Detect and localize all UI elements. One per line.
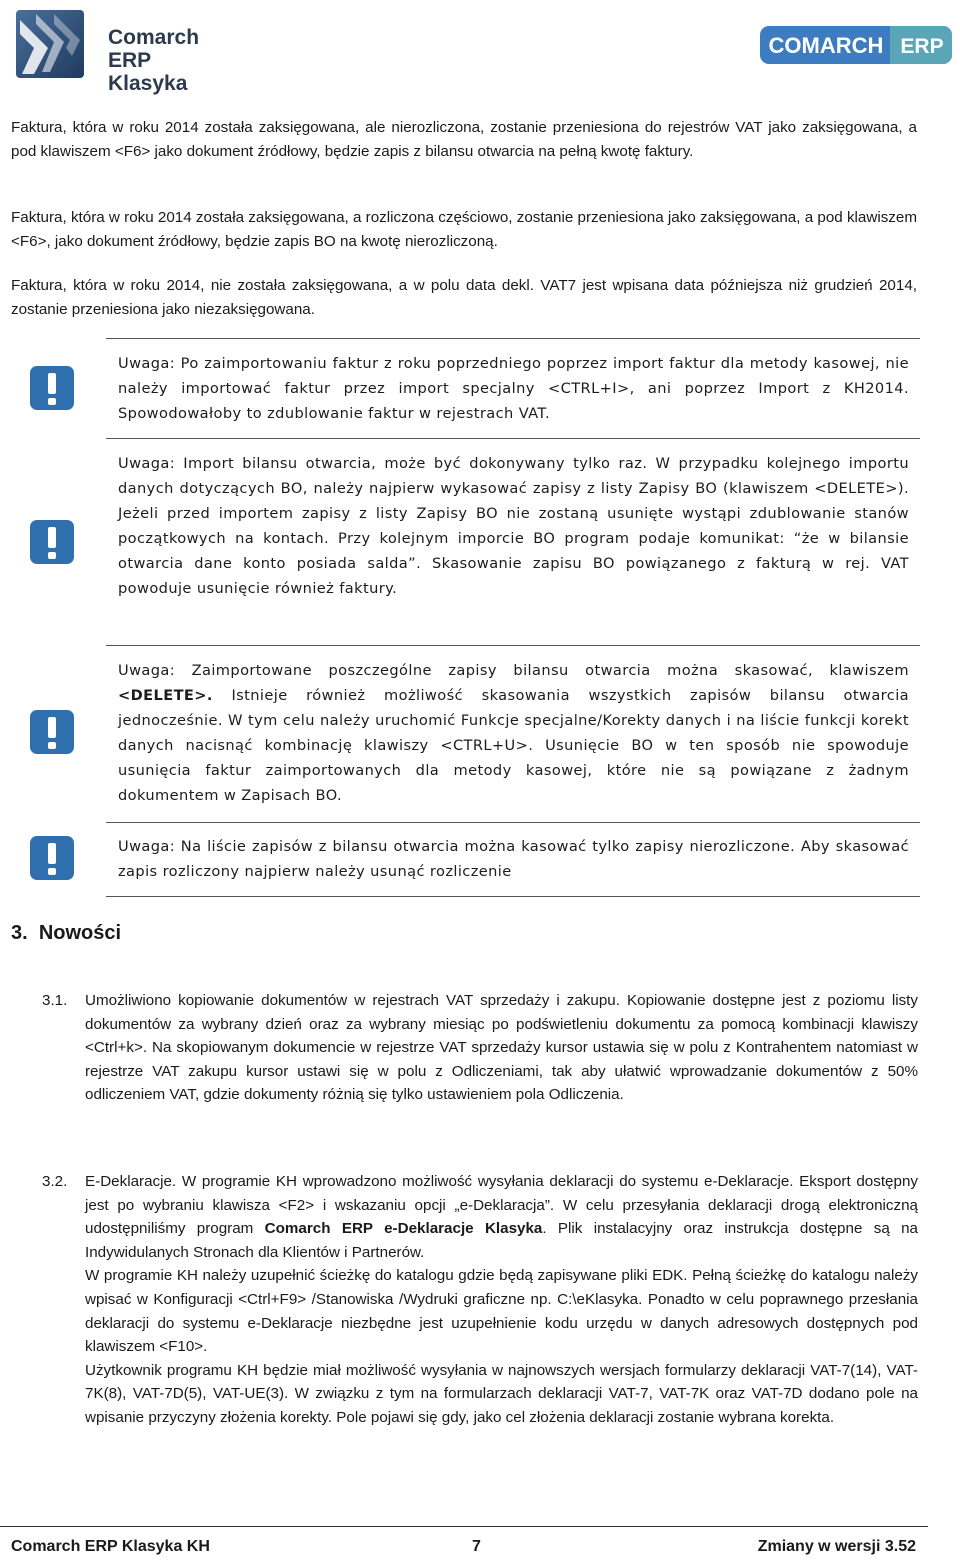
section-title: Nowości [38,922,122,944]
exclamation-icon [28,518,76,566]
note-label: Uwaga: [118,355,176,372]
note-label: Uwaga: [118,455,176,472]
note-delete-key: <DELETE>. [118,687,213,704]
item-paragraph: Użytkownik programu KH będzie miał możliwość wysyłania w najnowszych wersjach formularzy deklaracji VAT-7(14), VAT-7K(8), VAT-7D(5), VAT-UE(3). W związku z tym na formularzach deklaracji VAT-7, VAT-7K oraz VAT-7D dodano pole na wpisanie przyczyny złożenia korekty. Pole pojawi się gdy, jako cel złożenia deklaracji zostanie wybrana korekta. [85,1361,918,1426]
note-body-after: Istnieje również możliwość skasowania wszystkich zapisów bilansu otwarcia jednocześnie. W tym celu należy uruchomić Funkcje specjalne/Korekty danych i na liście funkcji korekt danych nacisnąć kombinację klawiszy <CTRL+U>. Usunięcie BO w ten sposób nie spowoduje usunięcia faktur zaimportowanych dla metody kasowej, które nie są powiązane z żadnym dokumentem w Zapisach BO. [118,687,909,804]
note-body: Import bilansu otwarcia, może być dokonywany tylko raz. W przypadku kolejnego importu danych dotyczących BO, należy najpierw wykasować zapisy z listy Zapisy BO (klawiszem <DELETE>). Jeżeli przed importem zapisy z listy Zapisy BO nie zostaną usunięte wystąpi zdublowanie stanów początkowych na kontach. Przy kolejnym imporcie BO program podaje komunikat: “że w bilansie otwarcia dane konto posiada salda”. Skasowanie zapisu BO powiązanego z fakturą w rej. VAT powoduje usunięcie również faktury. [118,455,909,597]
section-number: 3. [11,922,28,944]
intro-paragraph-1: Faktura, która w roku 2014 została zaksięgowana, ale nierozliczona, zostanie przeniesiona do rejestrów VAT jako zaksięgowana, a pod klawiszem <F6> jako dokument źródłowy, będzie zapis z bilansu otwarcia na pełną kwotę faktury. [11,119,917,160]
footer-divider [0,1526,928,1527]
note-label: Uwaga: [118,662,176,679]
logo-wordmark [108,26,246,95]
footer-product: Comarch ERP Klasyka KH [11,1538,210,1555]
note-body: Na liście zapisów z bilansu otwarcia można kasować tylko zapisy nierozliczone. Aby skasować zapis rozliczony najpierw należy usunąć rozliczenie [118,838,909,880]
badge-comarch-text: COMARCH [768,33,884,58]
note-2-text [118,451,909,601]
note-divider [106,338,920,339]
note-label: Uwaga: [118,838,176,855]
note-4-text [118,834,909,884]
note-divider [106,896,920,897]
intro-paragraph-3: Faktura, która w roku 2014, nie została zaksięgowana, a w polu data dekl. VAT7 jest wpisana data późniejsza niż grudzień 2014, zostanie przeniesiona jako niezaksięgowana. [11,277,917,318]
item-body [85,989,918,1107]
note-1-text [118,351,909,426]
product-name: Comarch ERP e-Deklaracje Klasyka [264,1220,543,1238]
logo-line-1: Comarch ERP [108,26,200,72]
note-body-before: Zaimportowane poszczególne zapisy bilansu otwarcia można skasować, klawiszem [175,662,909,679]
item-text: E-Deklaracje. W programie KH wprowadzono możliwość wysyłania deklaracji do systemu e-Deklaracje. Eksport dostępny jest po wybraniu klawisza <F2> i wskazaniu opcji „e-Deklaracja”. W celu przesyłania deklaracji drogą elektroniczną udostępniliśmy program [85,1173,918,1238]
item-number: 3.2. [42,1173,68,1190]
item-number: 3.1. [42,992,68,1009]
note-divider [106,822,920,823]
note-divider [106,438,920,439]
logo-line-2: Klasyka [108,72,188,95]
badge-erp-text: ERP [900,35,944,58]
footer-version: Zmiany w wersji 3.52 [757,1538,916,1555]
item-body [85,1170,918,1430]
comarch-logo-mark-icon [14,8,86,80]
note-3-text [118,658,909,808]
exclamation-icon [28,708,76,756]
note-divider [106,645,920,646]
intro-paragraph-2: Faktura, która w roku 2014 została zaksięgowana, a rozliczona częściowo, zostanie przeniesiona jako zaksięgowana, a pod klawiszem <F6>, jako dokument źródłowy, będzie zapis BO na kwotę nierozliczoną. [11,209,917,250]
item-paragraph [85,1170,918,1264]
exclamation-icon [28,364,76,412]
section-heading [11,922,121,945]
note-body: Po zaimportowaniu faktur z roku poprzedniego poprzez import faktur dla metody kasowej, nie należy importować faktur przez import specjalny <CTRL+I>, ani poprzez Import z KH2014. Spowodowałoby to zdublowanie faktur w rejestrach VAT. [118,355,909,422]
item-text: . Plik instalacyjny oraz instrukcja dostępne są na Indywidulanych Stronach dla Klientów i Partnerów. [85,1220,918,1261]
footer-page-number: 7 [472,1538,481,1555]
comarch-erp-badge [760,26,952,64]
comarch-erp-klasyka-logo [14,8,246,95]
item-paragraph: W programie KH należy uzupełnić ścieżkę do katalogu gdzie będą zapisywane pliki EDK. Pełną ścieżkę do katalogu należy wpisać w Konfiguracji <Ctrl+F9> /Stanowiska /Wydruki graficzne np. C:\eKlasyka. Ponadto w celu poprawnego przesłania deklaracji do systemu e-Deklaracje niezbędne jest uzupełnienie kodu urzędu w danych adresowych dostępnych pod klawiszem <F10>. [85,1267,918,1356]
exclamation-icon [28,834,76,882]
item-paragraph: Umożliwiono kopiowanie dokumentów w rejestrach VAT sprzedaży i zakupu. Kopiowanie dostępne jest z poziomu listy dokumentów za wybrany dzień oraz za wybrany miesiąc po podświetleniu dokumentu za pomocą kombinacji klawiszy <Ctrl+k>. Na skopiowanym dokumencie w rejestrze VAT sprzedaży kursor ustawia się w polu z Kontrahentem natomiast w rejestrze VAT zakupu kursor ustawi się w polu z Odliczeniami, tak aby ułatwić wprowadzanie dokumentów z 50% odliczeniem VAT, gdzie dokumenty różnią się tylko ustawieniem pola Odliczenia. [85,992,918,1104]
